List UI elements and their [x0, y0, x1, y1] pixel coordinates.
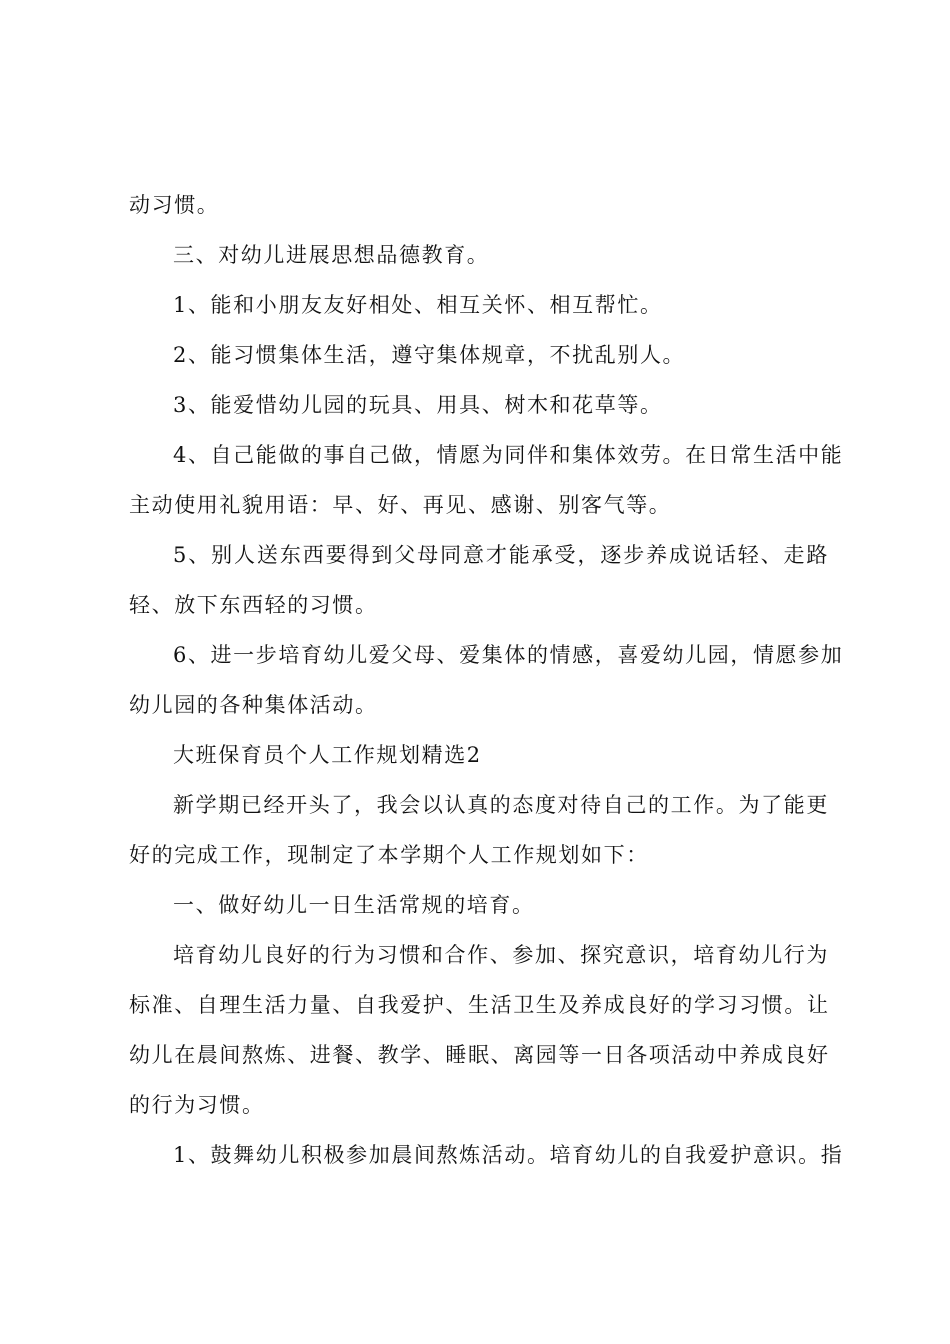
list-item: 1、鼓舞幼儿积极参加晨间熬炼活动。培育幼儿的自我爱护意识。指: [173, 1143, 844, 1167]
text-line: 幼儿在晨间熬炼、进餐、教学、睡眠、离园等一日各项活动中养成良好: [129, 1043, 830, 1067]
document-title: 大班保育员个人工作规划精选2: [173, 743, 482, 767]
list-item: 2、能习惯集体生活，遵守集体规章，不扰乱别人。: [173, 343, 686, 367]
text-line: 幼儿园的各种集体活动。: [129, 693, 378, 717]
text-line: 轻、放下东西轻的习惯。: [129, 593, 378, 617]
list-item: 6、进一步培育幼儿爱父母、爱集体的情感，喜爱幼儿园，情愿参加: [173, 643, 844, 667]
text-line: 标准、自理生活力量、自我爱护、生活卫生及养成良好的学习习惯。让: [129, 993, 830, 1017]
section-heading: 三、对幼儿进展思想品德教育。: [173, 243, 490, 267]
section-heading: 一、做好幼儿一日生活常规的培育。: [173, 893, 535, 917]
list-item: 5、别人送东西要得到父母同意才能承受，逐步养成说话轻、走路: [173, 543, 829, 567]
paragraph-line: 新学期已经开头了，我会以认真的态度对待自己的工作。为了能更: [173, 793, 829, 817]
text-line: 主动使用礼貌用语：早、好、再见、感谢、别客气等。: [129, 493, 672, 517]
paragraph-line: 培育幼儿良好的行为习惯和合作、参加、探究意识，培育幼儿行为: [173, 943, 829, 967]
text-line: 好的完成工作，现制定了本学期个人工作规划如下：: [129, 843, 649, 867]
text-line: 动习惯。: [129, 193, 220, 217]
list-item: 4、自己能做的事自己做，情愿为同伴和集体效劳。在日常生活中能: [173, 443, 844, 467]
text-line: 的行为习惯。: [129, 1093, 265, 1117]
list-item: 1、能和小朋友友好相处、相互关怀、相互帮忙。: [173, 293, 663, 317]
list-item: 3、能爱惜幼儿园的玩具、用具、树木和花草等。: [173, 393, 663, 417]
